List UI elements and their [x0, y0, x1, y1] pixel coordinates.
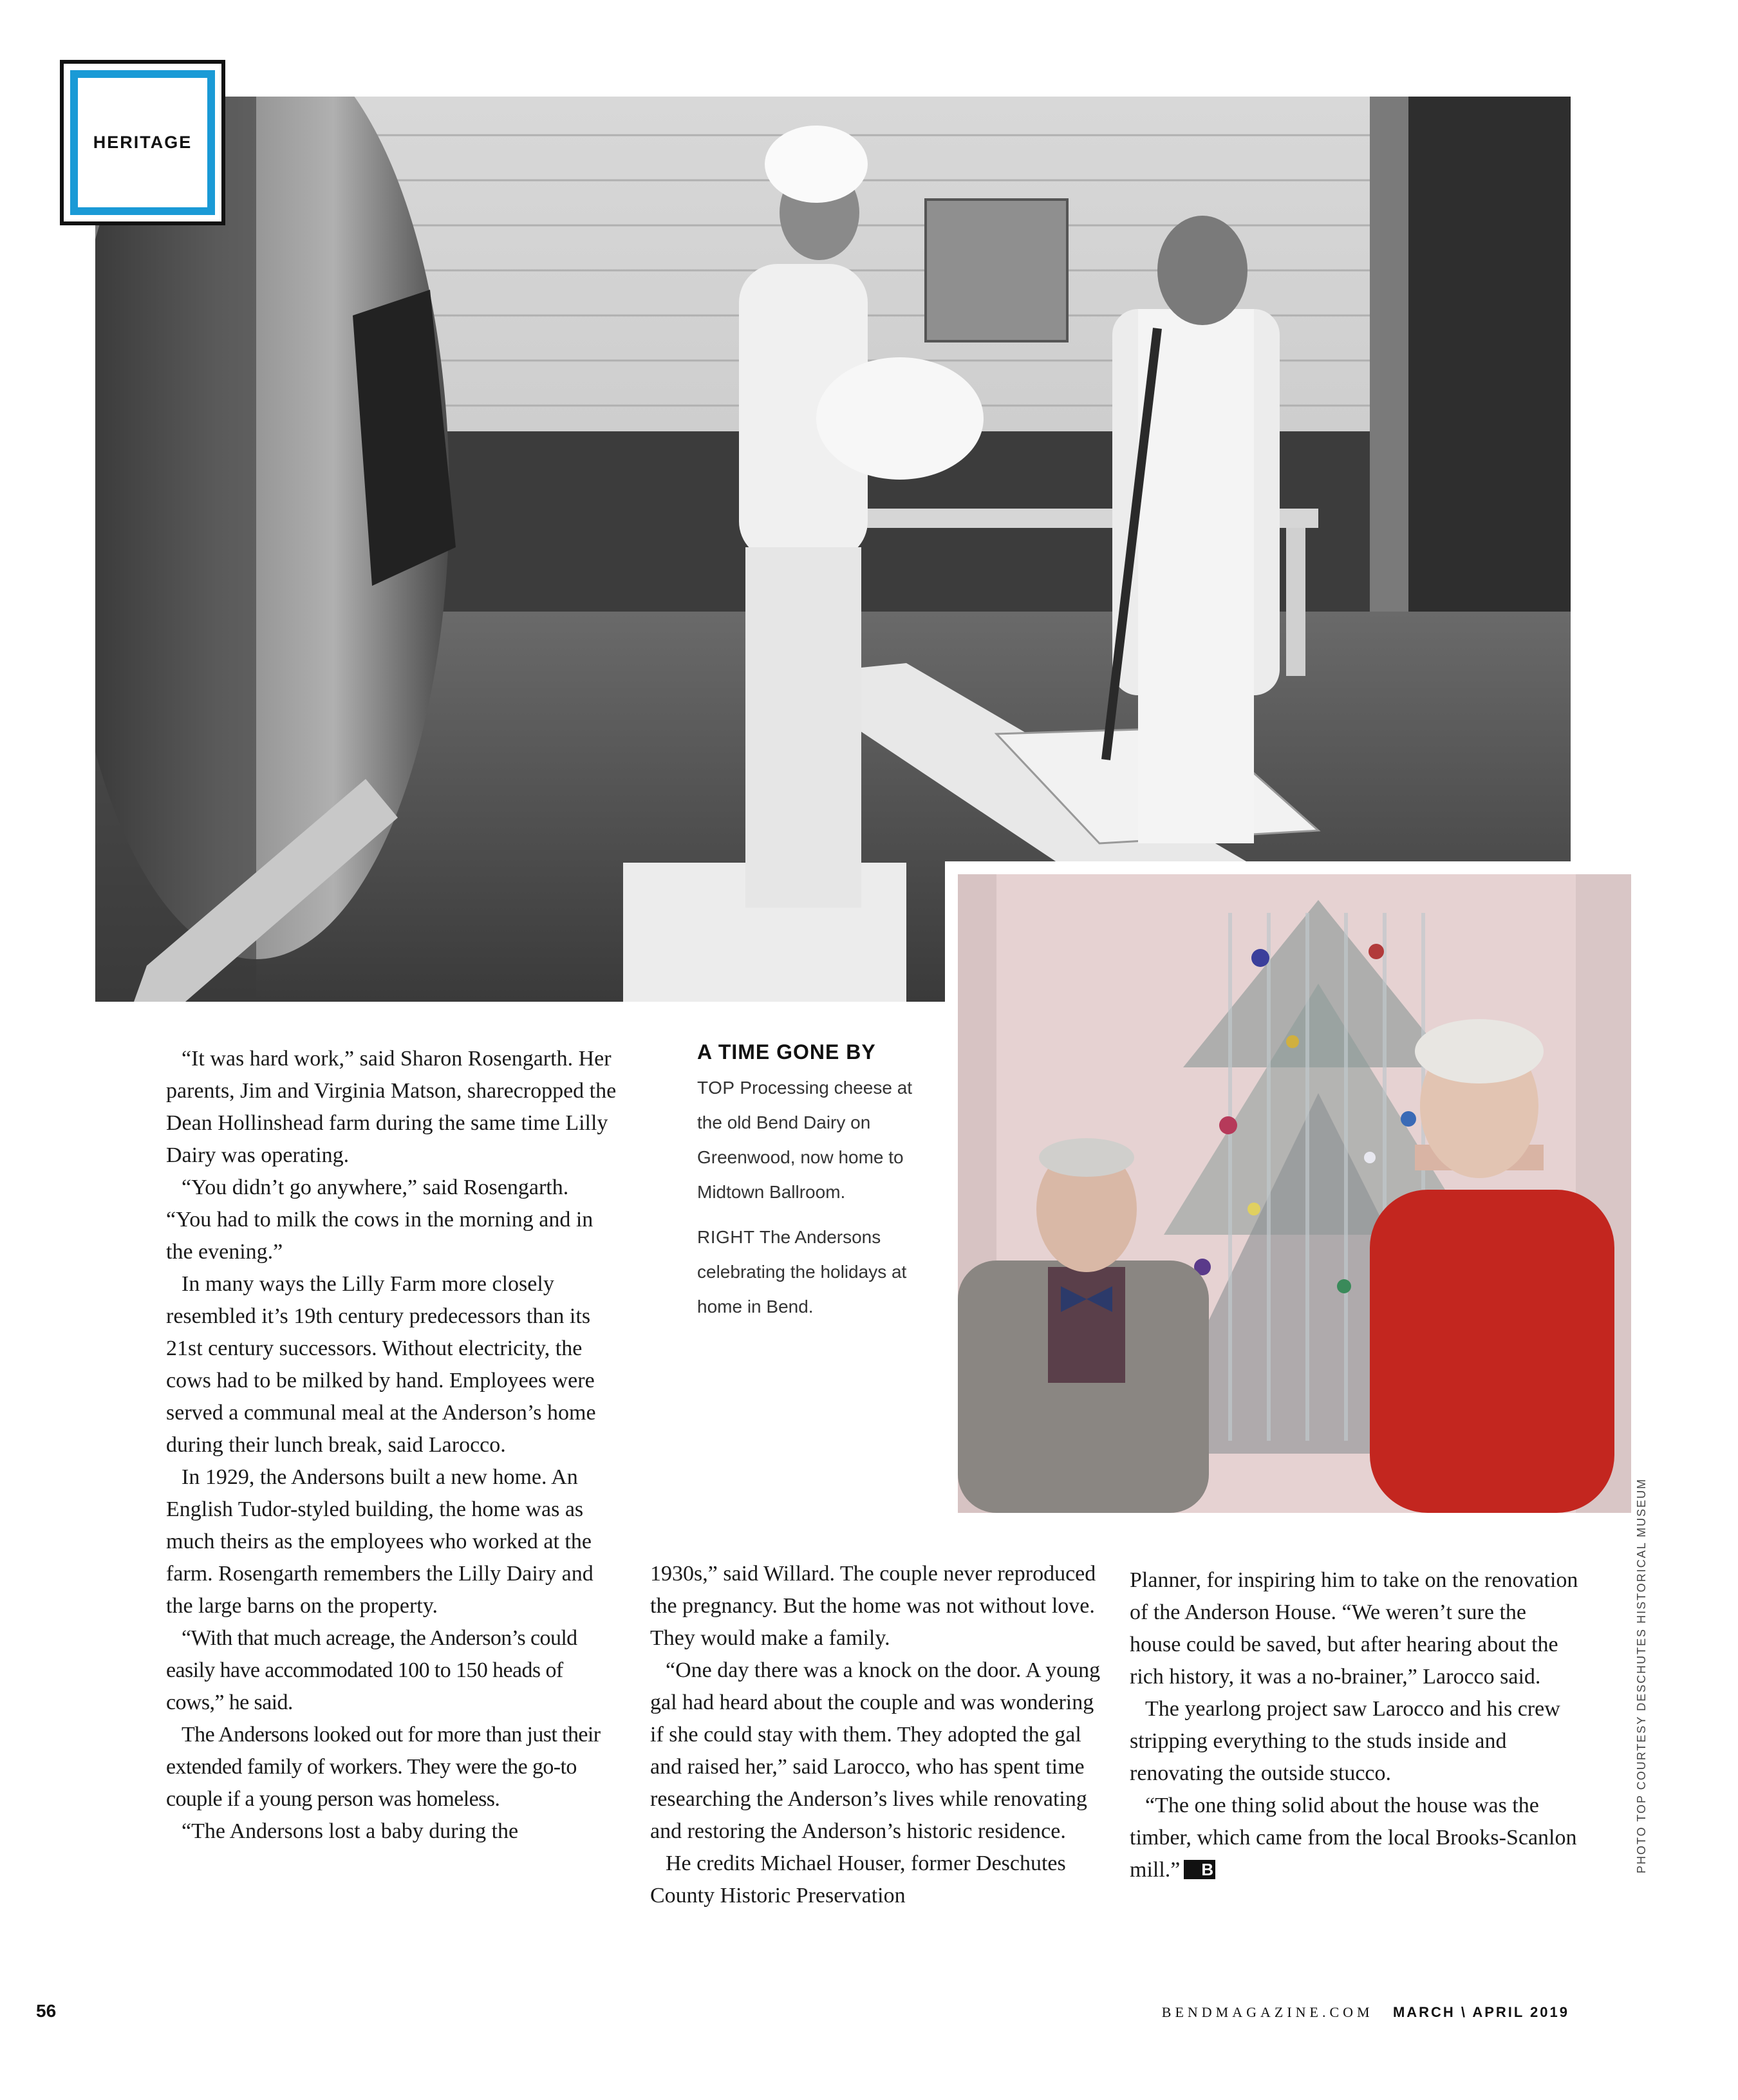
body-column-1: [166, 1043, 617, 1848]
caption-top-lead: TOP: [697, 1078, 735, 1098]
paragraph: “The Andersons lost a baby during the: [182, 1819, 519, 1843]
end-mark-icon: B: [1184, 1860, 1215, 1879]
body-column-3: [1130, 1564, 1580, 1886]
paragraph: The yearlong project saw Larocco and his crew stripping everything to the studs inside and renovating the outside stucco.: [1130, 1697, 1560, 1785]
paragraph-text: “The one thing solid about the house was the timber, which came from the local Brooks-Scanlon mill.”: [1130, 1794, 1577, 1882]
page-footer: [1162, 2004, 1569, 2021]
caption-right-text: The Andersons celebrating the holidays at home in Bend.: [697, 1227, 907, 1317]
paragraph: [1130, 1790, 1580, 1886]
photo-caption: [697, 1040, 942, 1335]
andersons-holiday-photo: [958, 874, 1631, 1513]
paragraph: “One day there was a knock on the door. A young gal had heard about the couple and was wondering if she could stay with them. They adopted the gal and raised her,” said Larocco, who has spent time researching the Anderson’s lives while renovating and restoring the Anderson’s historic residence.: [650, 1658, 1101, 1843]
caption-right: [697, 1220, 942, 1324]
caption-top: [697, 1071, 942, 1210]
paragraph: He credits Michael Houser, former Deschutes County Historic Preservation: [650, 1852, 1066, 1908]
page-number: 56: [36, 2001, 57, 2021]
photo-credit: PHOTO TOP COURTESY DESCHUTES HISTORICAL MUSEUM: [1635, 1477, 1648, 1873]
paragraph: “With that much acreage, the Anderson’s could easily have accommodated 100 to 150 heads of cows,” he said.: [166, 1626, 577, 1714]
body-column-2: [650, 1558, 1101, 1912]
footer-site: BENDMAGAZINE.COM: [1161, 2004, 1374, 2020]
footer-issue: MARCH \ APRIL 2019: [1392, 2004, 1569, 2020]
badge-frame: [70, 70, 215, 215]
caption-right-lead: RIGHT: [697, 1227, 755, 1247]
paragraph: 1930s,” said Willard. The couple never reproduced the pregnancy. But the home was not without love. They would make a family.: [650, 1562, 1096, 1650]
caption-top-text: Processing cheese at the old Bend Dairy on Greenwood, now home to Midtown Ballroom.: [697, 1078, 913, 1202]
paragraph: The Andersons looked out for more than just their extended family of workers. They were the go-to couple if a young person was homeless.: [166, 1723, 601, 1811]
paragraph: In 1929, the Andersons built a new home. An English Tudor-styled building, the home was as much theirs as the employees who worked at the farm. Rosengarth remembers the Lilly Dairy and the large barns on the property.: [166, 1465, 593, 1618]
paragraph: “It was hard work,” said Sharon Rosengarth. Her parents, Jim and Virginia Matson, sharecropped the Dean Hollinshead farm during the same time Lilly Dairy was operating.: [166, 1047, 617, 1167]
paragraph: Planner, for inspiring him to take on the renovation of the Anderson House. “We weren’t sure the house could be saved, but after hearing about the rich history, it was a no-brainer,” Larocco said.: [1130, 1568, 1578, 1689]
section-badge: [60, 60, 225, 225]
paragraph: “You didn’t go anywhere,” said Rosengarth. “You had to milk the cows in the morning and in the evening.”: [166, 1176, 593, 1264]
caption-title: A TIME GONE BY: [697, 1040, 876, 1064]
paragraph: In many ways the Lilly Farm more closely resembled it’s 19th century predecessors than its 21st century successors. Without electricity, the cows had to be milked by hand. Employees were served a communal meal at the Anderson’s home during their lunch break, said Larocco.: [166, 1272, 596, 1457]
section-label: HERITAGE: [93, 133, 192, 152]
